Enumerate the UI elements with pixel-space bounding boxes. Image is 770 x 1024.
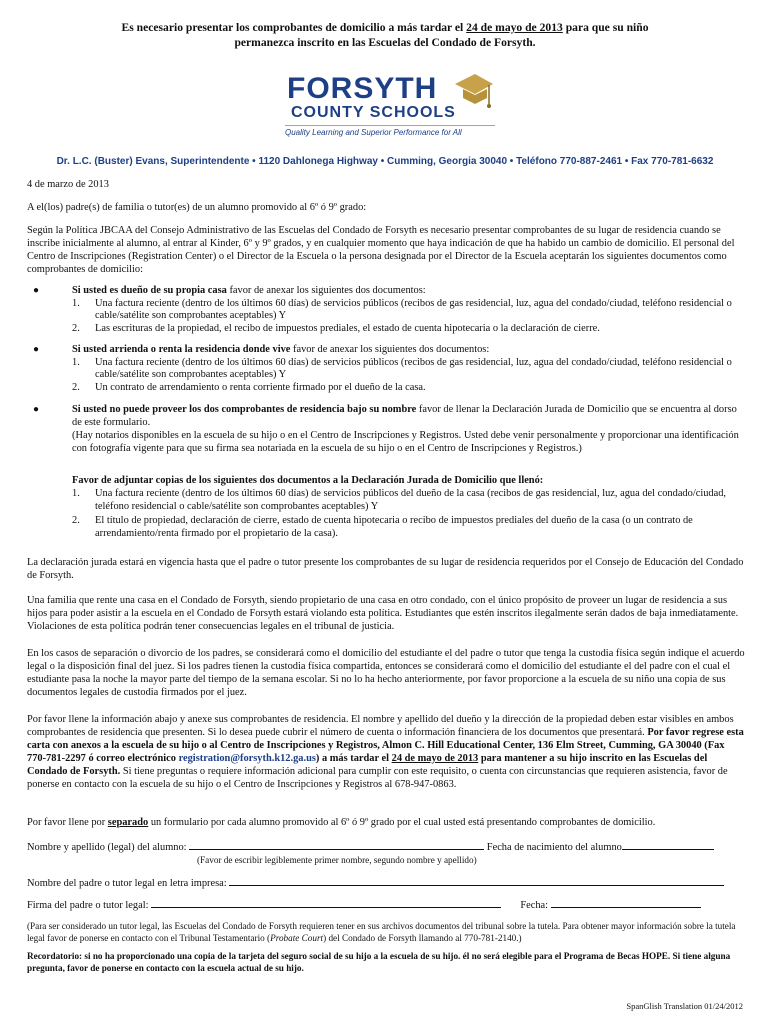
list-item: El título de propiedad, declaración de cierre, estado de cuenta hipotecaria o recibo de impuestos prediales del dueño de la casa (o un contrato de arrendamiento/renta firmado por el propietario de la casa). [95,515,693,539]
list-item: Una factura reciente (dentro de los últimos 60 días) de servicios públicos del dueño de la casa (recibos de gas residencial, luz, agua del condado/ciudad, teléfono residencial o cable/satélite son comprobantes aceptables) Y [95,488,727,512]
paragraph-separacion: En los casos de separación o divorcio de los padres, se considerará como el domicilio del estudiante el del padre o tutor que tenga la custodia física según indique el acuerdo legal o la disposición final del juez. Si los padres tienen la custodia física compartida, entonces se considerará como el domicilio del estudiante el del padre con el cual el estudiante pasa la noche la mayor parte del tiempo de la semana escolar. Si no lo ha hecho anteriormente, por favor proporcione a la escuela de su niño una copia de sus documentos legales de custodia firmados por el juez. [27,648,745,698]
student-name-label: Nombre y apellido (legal) del alumno: [27,842,187,853]
date-label: Fecha: [520,900,549,911]
paragraph-instrucciones: Por favor llene la información abajo y anexe sus comprobantes de residencia. El nombre y apellido del dueño y la dirección de la propiedad deben estar visibles en ambos comprobantes de residencia que presenten. Si lo desea puede cubrir el número de cuenta o información financiera de los documentos que presentará. Por favor regrese esta carta con anexos a la escuela de su hijo o al Centro de Inscripciones y Registros, Almon C. Hill Educational Center, 136 Elm Street, Cumming, GA 30040 (Fax 770-781-2297 ó correo electrónico registration@forsyth.k12.ga.us) a más tardar el 24 de mayo de 2013 para mantener a su hijo inscrito en las Escuelas del Condado de Forsyth. Si tiene preguntas o requiere información adicional para cumplir con este requisito, o cuenta con circunstancias que requieren asistencia, favor de ponerse en contacto con la escuela de su hijo o el Centro de Inscripciones y Registros al 678-947-0863. [27,714,744,790]
birth-date-field[interactable] [622,840,714,850]
bullet-icon: ● [33,344,40,355]
header-deadline: 24 de mayo de 2013 [466,21,563,34]
logo-rule [285,125,495,126]
paragraph-familia: Una familia que rente una casa en el Condado de Forsyth, siendo propietario de una casa en otro condado, con el único propósito de proveer un lugar de residencia a sus hijos para poder asistir a la escuela en el Condado de Forsyth estará violando esta política. Estudiantes que estén inscritos ilegalmente serán dados de baja inmediatamente. Violaciones de esta política podrán tener consecuencias legales en el tribunal de justicia. [27,595,739,632]
parent-name-row [27,876,745,890]
graduation-cap-icon [453,70,493,118]
signature-row [27,898,745,912]
list-item: Las escrituras de la propiedad, el recibo de impuestos prediales, el estado de cuenta hipotecaria o la declaración de cierre. [95,322,600,334]
header-notice: Es necesario presentar los comprobantes de domicilio a más tardar el 24 de mayo de 2013 para que su niño permanezca inscrito en las Escuelas del Condado de Forsyth. [121,21,649,49]
list-item: Una factura reciente (dentro de los últimos 60 días) de servicios públicos (recibos de gas residencial, luz, agua del condado/ciudad, teléfono residencial o cable/satélite son comprobantes aceptables) Y [95,297,732,321]
list-item: Un contrato de arrendamiento o renta corriente firmado por el dueño de la casa. [95,381,426,393]
name-hint: (Favor de escribir legiblemente primer nombre, segundo nombre y apellido) [197,855,477,865]
intro-paragraph: Según la Política JBCAA del Consejo Administrativo de las Escuelas del Condado de Forsyth es necesario presentar comprobantes de su lugar de residencia cuando se inscribe inicialmente al alumno, al entrar al Kinder, 6º y 9º grados, y en cualquier momento que haya indicación de que ha habido un cambio de domicilio. El personal del Centro de Inscripciones (Registration Center) o el Director de la Escuela o la persona designada por el Director de la Escuela aceptarán los siguientes documentos como comprobantes de domicilio: [27,225,735,275]
bullet-icon: ● [33,404,40,415]
date-field[interactable] [551,898,701,908]
bullet-icon: ● [33,285,40,296]
salutation: A el(los) padre(s) de familia o tutor(es) de un alumno promovido al 6º ó 9º grado: [27,202,367,213]
translation-footer: SpanGlish Translation 01/24/2012 [626,1001,743,1011]
parent-name-field[interactable] [229,876,724,886]
paragraph-declaracion: La declaración jurada estará en vigencia hasta que el padre o tutor presente los comprobantes de su lugar de residencia requeridos por el Consejo de Educación del Condado de Forsyth. [27,557,744,581]
affidavit-subtitle: Favor de adjuntar copias de los siguientes dos documentos a la Declaración Jurada de Domicilio que llenó: [72,475,544,486]
hope-reminder: Recordatorio: si no ha proporcionado una copia de la tarjeta del seguro social de su hijo a la escuela de su hijo. él no será elegible para el Programa de Becas HOPE. Si tiene alguna pregunta, favor de ponerse en contacto con la escuela actual de su hijo. [27,951,731,973]
signature-field[interactable] [151,898,501,908]
paragraph-separado: Por favor llene por separado un formulario por cada alumno promovido al 6º ó 9º grado por el cual usted está presentando comprobantes de domicilio. [27,817,656,828]
address-bar: Dr. L.C. (Buster) Evans, Superintendente • 1120 Dahlonega Highway • Cumming, Georgia 30040 • Teléfono 770-887-2461 • Fax 770-781-6632 [56,156,714,167]
student-name-row [27,840,745,854]
birth-date-label: Fecha de nacimiento del alumno [486,842,622,853]
list-item: Una factura reciente (dentro de los últimos 60 días) de servicios públicos (recibos de gas residencial, luz, agua del condado/ciudad, teléfono residencial o cable/satélite son comprobantes aceptables) Y [95,356,732,380]
parent-name-label: Nombre del padre o tutor legal en letra impresa: [27,878,227,889]
letter-date: 4 de marzo de 2013 [27,179,109,190]
registration-email-link[interactable]: registration@forsyth.k12.ga.us [178,753,316,764]
student-name-field[interactable] [189,840,484,850]
document-page: Es necesario presentar los comprobantes de domicilio a más tardar el 24 de mayo de 2013 para que su niño permanezca inscrito en las Escuelas del Condado de Forsyth. FORSYTH COUNTY SCHOOLS Quality Learning and Superior Performance for All Dr. L.C. (Buster) Evans, Superintendente • 1120 Dahlonega Highway • Cumming, Georgia 30040 • Teléfono 770-887-2461 • Fax 770-781-6632 4 de marzo de 2013 A el(los) padre(s) de familia o tutor(es) de un alumno promovido al 6º ó 9º grado: Según la Política JBCAA del Consejo Administrativo de las Escuelas del Condado de Forsyth es necesario presentar comprobantes de su lugar de residencia cuando se inscribe inicialmente al alumno, al entrar al Kinder, 6º y 9º grados, y en cualquier momento que haya indicación de que ha habido un cambio de domicilio. El personal del Centro de Inscripciones (Registration Center) o el Director de la Escuela o la persona designada por el Director de la Escuela aceptarán los siguientes documentos como comprobantes de domicilio: ● Si usted es dueño de su propia casa favor de anexar los siguientes dos documentos: 1. Una factura reciente (dentro de los últimos 60 días) de servicios públicos (recibos de gas residencial, luz, agua del condado/ciudad, teléfono residencial o cable/satélite son comprobantes aceptables) Y 2. Las escrituras de la propiedad, el recibo de impuestos prediales, el estado de cuenta hipotecaria o la declaración de cierre. ● Si usted arrienda o renta la residencia donde vive favor de anexar los siguientes dos documentos: 1. Una factura reciente (dentro de los últimos 60 días) de servicios públicos (recibos de gas residencial, luz, agua del condado/ciudad, teléfono residencial o cable/satélite son comprobantes aceptables) Y 2. Un contrato de arrendamiento o renta corriente firmado por el dueño de la casa. ● Si usted no puede proveer los dos comprobantes de residencia bajo su nombre favor de llenar la Declaración Jurada de Domicilio que se encuentra al dorso de este formulario. (Hay notarios disponibles en la escuela de su hijo o en el Centro de Inscripciones y Registros. Usted debe venir personalmente y proporcionar una identificación con fotografía vigente para que su firma sea notariada en la escuela de su hijo o en el Centro de Inscripciones y Registros.) Favor de adjuntar copias de los siguientes dos documentos a la Declaración Jurada de Domicilio que llenó: 1. Una factura reciente (dentro de los últimos 60 días) de servicios públicos del dueño de la casa (recibos de gas residencial, luz, agua del condado/ciudad, teléfono residencial o cable/satélite son comprobantes aceptables) Y 2. El título de propiedad, declaración de cierre, estado de cuenta hipotecaria o recibo de impuestos prediales del dueño de la casa (o un contrato de arrendamiento/renta firmado por el propietario de la casa). La declaración jurada estará en vigencia hasta que el padre o tutor presente los comprobantes de su lugar de residencia requeridos por el Consejo de Educación del Condado de Forsyth. Una familia que rente una casa en el Condado de Forsyth, siendo propietario de una casa en otro condado, con el único propósito de proveer un lugar de residencia a sus hijos para poder asistir a la escuela en el Condado de Forsyth estará violando esta política. Estudiantes que estén inscritos ilegalmente serán dados de baja inmediatamente. Violaciones de esta política podrán tener consecuencias legales en el tribunal de justicia. En los casos de separación o divorcio de los padres, se considerará como el domicilio del estudiante el del padre o tutor que tenga la custodia física según indique el acuerdo legal o la disposición final del juez. Si los padres tienen la custodia física compartida, entonces se considerará como el domicilio del estudiante el del padre con el cual el estudiante pasa la noche la mayor parte del tiempo de la semana escolar. Si no lo ha hecho anteriormente, por favor proporcione a la escuela de su niño una copia de sus documentos legales de custodia firmados por el juez. Por favor llene la información abajo y anexe sus comprobantes de residencia. El nombre y apellido del dueño y la dirección de la propiedad deben estar visibles en ambos comprobantes de residencia que presenten. Si lo desea puede cubrir el número de cuenta o información financiera de los documentos que presentará. Por favor regrese esta carta con anexos a la escuela de su hijo o al Centro de Inscripciones y Registros, Almon C. Hill Educational Center, 136 Elm Street, Cumming, GA 30040 (Fax 770-781-2297 ó correo electrónico registration@forsyth.k12.ga.us) a más tardar el 24 de mayo de 2013 para mantener a su hijo inscrito en las Escuelas del Condado de Forsyth. Si tiene preguntas o requiere información adicional para cumplir con este requisito, o cuenta con circunstancias que requieren asistencia, favor de ponerse en contacto con la escuela de su hijo o el Centro de Inscripciones y Registros al 678-947-0863. Por favor llene por separado un formulario por cada alumno promovido al 6º ó 9º grado por el cual usted está presentando comprobantes de domicilio. Nombre y apellido (legal) del alumno: Fecha de nacimiento del alumno (Favor de escribir legiblemente primer nombre, segundo nombre y apellido) Nombre del padre o tutor legal en letra impresa: Firma del padre o tutor legal: Fecha: (Para ser considerado un tutor legal, las Escuelas del Condado de Forsyth requieren tener en sus archivos documentos del tribunal sobre la tutela. Para obtener mayor información sobre la tutela legal favor de ponerse en contacto con el Tribunal Testamentario (Probate Court) del Condado de Forsyth llamando al 770-781-2140.) Recordatorio: si no ha proporcionado una copia de la tarjeta del seguro social de su hijo a la escuela de su hijo. él no será elegible para el Programa de Becas HOPE. Si tiene alguna pregunta, favor de ponerse en contacto con la escuela actual de su hijo. SpanGlish Translation 01/24/2012 [0,0,770,1024]
forsyth-logo: FORSYTH COUNTY SCHOOLS Quality Learning and Superior Performance for All [285,70,495,146]
notary-note: (Hay notarios disponibles en la escuela de su hijo o en el Centro de Inscripciones y Registros. Usted debe venir personalmente y proporcionar una identificación con fotografía vigente para que su firma sea notariada en la escuela de su hijo o en el Centro de Inscripciones y Registros.) [72,430,739,454]
guardian-note: (Para ser considerado un tutor legal, las Escuelas del Condado de Forsyth requieren tener en sus archivos documentos del tribunal sobre la tutela. Para obtener mayor información sobre la tutela legal favor de ponerse en contacto con el Tribunal Testamentario (Probate Court) del Condado de Forsyth llamando al 770-781-2140.) [27,921,736,943]
signature-label: Firma del padre o tutor legal: [27,900,149,911]
